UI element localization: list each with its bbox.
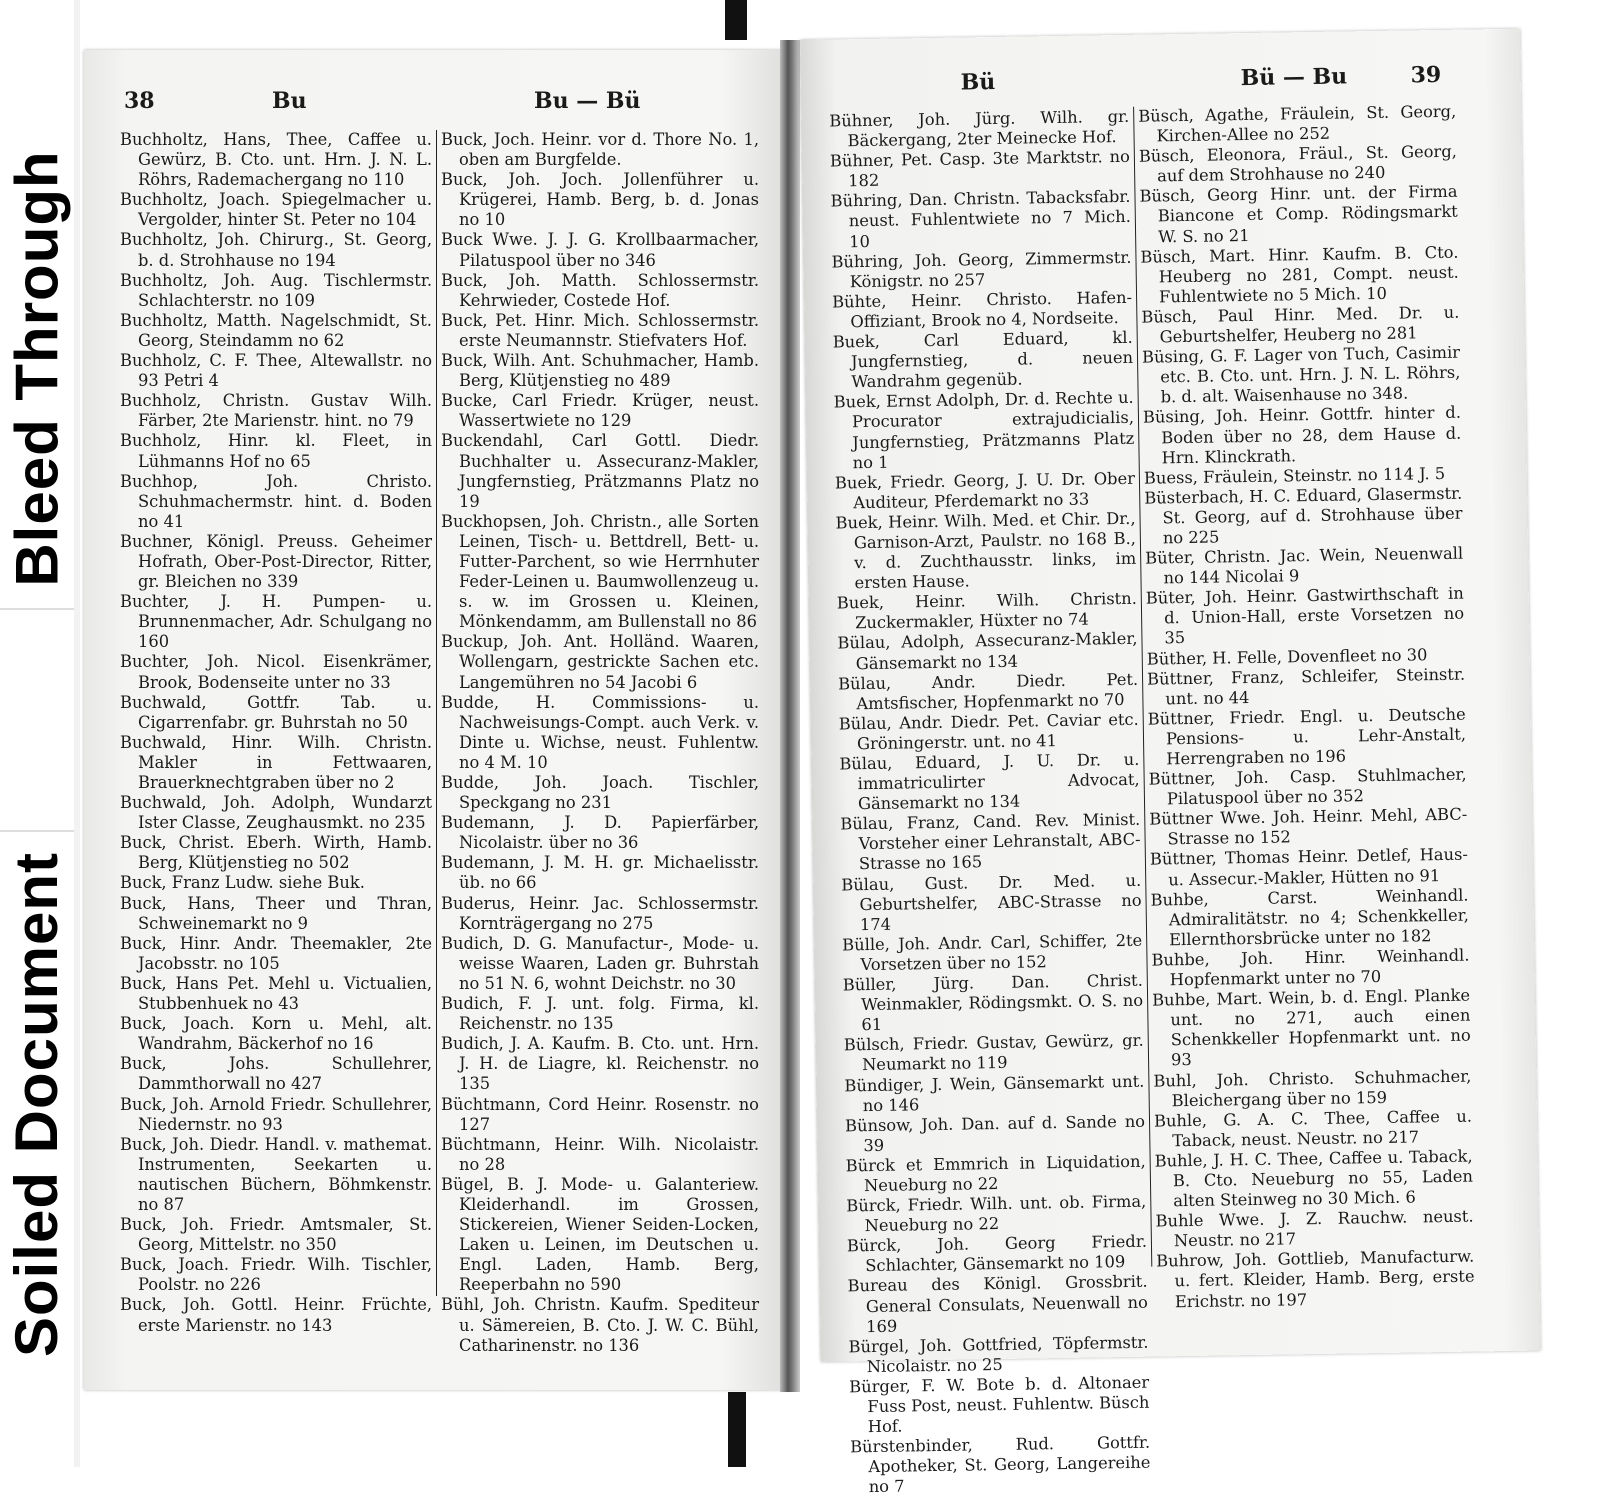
directory-entry: Büter, Christn. Jac. Wein, Neuenwall no 144 Nicolai 9 (1145, 543, 1464, 588)
directory-entry: Buckendahl, Carl Gottl. Diedr. Buchhalter u. Assecuranz-Makler, Jungfernstieg, Prätzmanns Platz no 19 (441, 431, 759, 511)
directory-entry: Buck, Hans, Theer und Thran, Schweinemarkt no 9 (120, 893, 432, 933)
directory-entry: Buchholtz, Matth. Nagelschmidt, St. Georg, Steindamm no 62 (120, 310, 432, 350)
directory-entry: Büsing, G. F. Lager von Tuch, Casimir etc. B. Cto. unt. Hrn. J. N. L. Röhrs, b. d. alt. Waisenhause no 348. (1141, 342, 1461, 407)
directory-entry: Bülsch, Friedr. Gustav, Gewürz, gr. Neumarkt no 119 (843, 1031, 1144, 1075)
binding-spine-top (725, 0, 747, 40)
directory-entry: Bürck, Joh. Georg Friedr. Schlachter, Gänsemarkt no 109 (846, 1231, 1148, 1276)
directory-entry: Bürck, Friedr. Wilh. unt. ob. Firma, Neueburg no 22 (846, 1191, 1147, 1236)
directory-column (436, 130, 759, 1355)
directory-entry: Bülau, Adolph, Assecuranz-Makler, Gänsemarkt no 134 (837, 629, 1138, 673)
directory-entry: Bülle, Joh. Andr. Carl, Schiffer, 2te Vorsetzen über no 152 (842, 930, 1143, 975)
directory-entry: Buck, Joh. Arnold Friedr. Schullehrer, Niedernstr. no 93 (120, 1094, 432, 1134)
directory-entry: Buhle Wwe. J. Z. Rauchw. neust. Neustr. no 217 (1155, 1206, 1474, 1251)
directory-entry: Büttner, Friedr. Engl. u. Deutsche Pensions- u. Lehr-Anstalt, Herrengraben no 196 (1147, 704, 1467, 769)
directory-entry: Bülau, Franz, Cand. Rev. Minist. Vorsteher einer Lehranstalt, ABC-Strasse no 165 (840, 810, 1141, 874)
directory-entry: Buchter, J. H. Pumpen- u. Brunnenmacher, Adr. Schulgang no 160 (120, 592, 432, 652)
directory-entry: Büther, H. Felle, Dovenfleet no 30 (1146, 644, 1428, 669)
directory-entry: Bündiger, J. Wein, Gänsemarkt unt. no 146 (844, 1071, 1145, 1115)
directory-entry: Buchter, Joh. Nicol. Eisenkrämer, Brook, Bodenseite unter no 33 (120, 652, 432, 692)
directory-entry: Bügel, B. J. Mode- u. Galanteriew. Kleiderhandl. im Grossen, Stickereien, Wiener Seiden-Locken, Laken u. Leinen, im Deutschen u. Engl. Laden, Hamb. Berg, Reeperbahn no 590 (441, 1174, 759, 1295)
directory-entry: Buchholz, Hinr. kl. Fleet, in Lühmanns Hof no 65 (120, 431, 432, 471)
directory-entry: Buchwald, Hinr. Wilh. Christn. Makler in Fettwaaren, Brauerknechtgraben über no 2 (120, 732, 432, 792)
running-header-range: Bu — Bü (534, 88, 641, 114)
directory-entry: Buck, Joh. Joch. Jollenführer u. Krügerei, Hamb. Berg, b. d. Jonas no 10 (441, 170, 759, 230)
directory-entry: Buhrow, Joh. Gottlieb, Manufacturw. u. fert. Kleider, Hamb. Berg, erste Erichstr. no 197 (1156, 1246, 1475, 1311)
soiled-document-stamp: Soiled Document (0, 830, 74, 1377)
directory-entry: Buek, Heinr. Wilh. Med. et Chir. Dr., Garnison-Arzt, Paulstr. no 168 B., v. d. Zuchthausstr. links, im ersten Hause. (835, 508, 1137, 593)
directory-entry: Buchholtz, Joh. Aug. Tischlermstr. Schlachterstr. no 109 (120, 270, 432, 310)
directory-entry: Budich, D. G. Manufactur-, Mode- u. weisse Waaren, Laden gr. Buhrstah no 51 N. 6, wohnt Deichstr. no 30 (441, 933, 759, 993)
directory-entry: Budemann, J. D. Papierfärber, Nicolaistr. über no 36 (441, 813, 759, 853)
directory-entry: Budemann, J. M. H. gr. Michaelisstr. üb. no 66 (441, 853, 759, 893)
directory-entry: Buck, Joh. Gottl. Heinr. Früchte, erste Marienstr. no 143 (120, 1295, 432, 1335)
directory-entry: Bühner, Joh. Jürg. Wilh. gr. Bäckergang, 2ter Meinecke Hof. (829, 106, 1130, 151)
directory-entry: Buck, Joach. Korn u. Mehl, alt. Wandrahm, Bäckerhof no 16 (120, 1014, 432, 1054)
directory-entry: Bühring, Joh. Georg, Zimmermstr. Königstr. no 257 (831, 247, 1132, 291)
directory-entry: Büter, Joh. Heinr. Gastwirthschaft in d. Union-Hall, erste Vorsetzen no 35 (1145, 583, 1465, 648)
running-header: Bü (960, 68, 996, 96)
directory-entry: Buchholtz, Hans, Thee, Caffee u. Gewürz, B. Cto. unt. Hrn. J. N. L. Röhrs, Rademachergang no 110 (120, 130, 432, 190)
directory-entry: Büttner, Joh. Casp. Stuhlmacher, Pilatuspool über no 352 (1148, 764, 1467, 809)
directory-entry: Büchtmann, Cord Heinr. Rosenstr. no 127 (441, 1094, 759, 1134)
directory-entry: Buchholtz, Joach. Spiegelmacher u. Vergolder, hinter St. Peter no 104 (120, 190, 432, 230)
directory-entry: Büttner Wwe. Joh. Heinr. Mehl, ABC-Strasse no 152 (1149, 804, 1468, 849)
directory-entry: Buchholz, C. F. Thee, Altewallstr. no 93 Petri 4 (120, 351, 432, 391)
bleed-through-stamp: Bleed Through (0, 128, 74, 610)
directory-entry: Buck, Franz Ludw. siehe Buk. (120, 873, 365, 893)
directory-entry: Buchwald, Joh. Adolph, Wundarzt Ister Classe, Zeughausmkt. no 235 (120, 793, 432, 833)
directory-entry: Buek, Carl Eduard, kl. Jungfernstieg, d. neuen Wandrahm gegenüb. (832, 327, 1134, 392)
directory-entry: Bucke, Carl Friedr. Krüger, neust. Wassertwiete no 129 (441, 391, 759, 431)
directory-entry: Buhbe, Mart. Wein, b. d. Engl. Planke unt. no 271, auch einen Schenkkeller Hopfenmarkt unt. no 93 (1151, 985, 1471, 1070)
directory-entry: Buck, Johs. Schullehrer, Dammthorwall no 427 (120, 1054, 432, 1094)
directory-entry: Bülau, Gust. Dr. Med. u. Geburtshelfer, ABC-Strasse no 174 (841, 870, 1142, 934)
directory-entry: Buck, Pet. Hinr. Mich. Schlossermstr. erste Neumannstr. Stiefvaters Hof. (441, 310, 759, 350)
directory-entry: Buchner, Königl. Preuss. Geheimer Hofrath, Ober-Post-Director, Ritter, gr. Bleichen no 339 (120, 531, 432, 592)
scan-edge (74, 0, 80, 1467)
directory-entry: Buhle, J. H. C. Thee, Caffee u. Taback, B. Cto. Neueburg no 55, Laden alten Steinweg no 30 Mich. 6 (1154, 1146, 1474, 1211)
directory-entry: Buchwald, Gottfr. Tab. u. Cigarrenfabr. gr. Buhrstah no 50 (120, 692, 432, 732)
directory-entry: Büttner, Franz, Schleifer, Steinstr. unt. no 44 (1146, 664, 1466, 709)
directory-entry: Büsch, Eleonora, Fräul., St. Georg, auf dem Strohhause no 240 (1138, 141, 1457, 186)
directory-entry: Bühte, Heinr. Christo. Hafen-Offiziant, Brook no 4, Nordseite. (831, 287, 1133, 332)
directory-entry: Bürgel, Joh. Gottfried, Töpfermstr. Nicolaistr. no 25 (848, 1332, 1149, 1376)
directory-entry: Bühner, Pet. Casp. 3te Marktstr. no 182 (829, 147, 1131, 191)
directory-column (120, 130, 432, 1336)
directory-entry: Buchholz, Christn. Gustav Wilh. Färber, 2te Marienstr. hint. no 79 (120, 391, 432, 431)
directory-entry: Buchhop, Joh. Christo. Schuhmachermstr. hint. d. Boden no 41 (120, 471, 432, 531)
right-page (800, 29, 1541, 1497)
running-header: Bu (272, 88, 307, 114)
directory-entry: Buck Wwe. J. J. G. Krollbaarmacher, Pilatuspool über no 346 (441, 230, 759, 270)
directory-entry: Buck, Wilh. Ant. Schuhmacher, Hamb. Berg, Klütjenstieg no 489 (441, 351, 759, 391)
directory-entry: Buderus, Heinr. Jac. Schlossermstr. Kornträgergang no 275 (441, 893, 759, 933)
directory-entry: Büsch, Paul Hinr. Med. Dr. u. Geburtshelfer, Heuberg no 281 (1141, 302, 1460, 347)
directory-column (829, 107, 1151, 1498)
directory-entry: Buek, Friedr. Georg, J. U. Dr. Ober Auditeur, Pferdemarkt no 33 (834, 468, 1136, 513)
directory-entry: Bülau, Andr. Diedr. Pet. Amtsfischer, Hopfenmarkt no 70 (837, 669, 1139, 713)
directory-entry: Buck, Joh. Friedr. Amtsmaler, St. Georg, Mittelstr. no 350 (120, 1215, 432, 1255)
page-number: 39 (1410, 61, 1442, 89)
binding-spine-bottom (728, 1392, 746, 1467)
directory-entry: Büsch, Mart. Hinr. Kaufm. B. Cto. Heuberg no 281, Compt. neust. Fuhlentwiete no 5 Mich. 10 (1140, 242, 1459, 307)
directory-entry: Buck, Christ. Eberh. Wirth, Hamb. Berg, Klütjenstieg no 502 (120, 833, 432, 873)
directory-entry: Budich, F. J. unt. folg. Firma, kl. Reichenstr. no 135 (441, 994, 759, 1034)
page-number: 38 (124, 88, 155, 114)
directory-entry: Bühring, Dan. Christn. Tabacksfabr. neust. Fuhlentwiete no 7 Mich. 10 (830, 187, 1131, 251)
directory-entry: Bürger, F. W. Bote b. d. Altonaer Fuss Post, neust. Fuhlentw. Büsch Hof. (849, 1372, 1150, 1437)
directory-entry: Buhbe, Carst. Weinhandl. Admiralitätstr. no 4; Schenkkeller, Ellernthorsbrücke unter no 182 (1150, 885, 1469, 950)
directory-entry: Buck, Joh. Diedr. Handl. v. mathemat. Instrumenten, Seekarten u. nautischen Büchern, Böhmkenstr. no 87 (120, 1134, 432, 1214)
directory-entry: Buck, Joach. Friedr. Wilh. Tischler, Poolstr. no 226 (120, 1255, 432, 1295)
directory-entry: Bureau des Königl. Grossbrit. General Consulats, Neuenwall no 169 (847, 1272, 1149, 1336)
directory-entry: Bünsow, Joh. Dan. auf d. Sande no 39 (844, 1111, 1146, 1155)
directory-entry: Büsch, Georg Hinr. unt. der Firma Biancone et Comp. Rödingsmarkt W. S. no 21 (1139, 182, 1458, 246)
running-header-range: Bü — Bu (1240, 63, 1348, 92)
directory-entry: Buck, Hinr. Andr. Theemakler, 2te Jacobsstr. no 105 (120, 933, 432, 973)
directory-entry: Buhl, Joh. Christo. Schuhmacher, Bleichergang über no 159 (1153, 1066, 1472, 1110)
directory-entry: Buckhopsen, Joh. Christn., alle Sorten Leinen, Tisch- u. Bettdrell, Bett- u. Futter-Parchent, so wie Herrnhuter Feder-Leinen u. Baumwollenzeug u. s. w. im Grossen u. Kleinen, Mönkendamm, am Bullenstall no 86 (441, 511, 759, 632)
directory-entry: Büsch, Agathe, Fräulein, St. Georg, Kirchen-Allee no 252 (1138, 101, 1457, 146)
directory-entry: Bürck et Emmrich in Liquidation, Neueburg no 22 (845, 1151, 1146, 1196)
directory-entry: Bülau, Andr. Diedr. Pet. Caviar etc. Gröningerstr. unt. no 41 (838, 709, 1139, 754)
directory-entry: Buck, Joh. Matth. Schlossermstr. Kehrwieder, Costede Hof. (441, 270, 759, 310)
directory-entry: Buhbe, Joh. Hinr. Weinhandl. Hopfenmarkt unter no 70 (1151, 945, 1470, 990)
directory-entry: Budde, H. Commissions- u. Nachweisungs-Compt. auch Verk. v. Dinte u. Wichse, neust. Fuhlentw. no 4 M. 10 (441, 692, 759, 772)
directory-entry: Büchtmann, Heinr. Wilh. Nicolaistr. no 28 (441, 1134, 759, 1174)
directory-entry: Bülau, Eduard, J. U. Dr. u. immatriculirter Advocat, Gänsemarkt no 134 (839, 749, 1140, 814)
directory-entry: Bürstenbinder, Rud. Gottfr. Apotheker, St. Georg, Langereihe no 7 (849, 1432, 1151, 1497)
directory-entry: Büttner, Thomas Heinr. Detlef, Haus- u. Assecur.-Makler, Hütten no 91 (1149, 845, 1469, 889)
directory-column (1133, 101, 1475, 1311)
directory-entry: Budde, Joh. Joach. Tischler, Speckgang no 231 (441, 773, 759, 813)
directory-entry: Bühl, Joh. Christn. Kaufm. Spediteur u. Sämereien, B. Cto. J. W. C. Bühl, Catharinenstr. no 136 (441, 1295, 759, 1355)
directory-entry: Buek, Heinr. Wilh. Christn. Zuckermakler, Hüxter no 74 (836, 589, 1137, 633)
directory-entry: Buck, Hans Pet. Mehl u. Victualien, Stubbenhuek no 43 (120, 973, 432, 1014)
directory-entry: Buhle, G. A. C. Thee, Caffee u. Taback, neust. Neustr. no 217 (1153, 1106, 1473, 1151)
directory-entry: Budich, J. A. Kaufm. B. Cto. unt. Hrn. J. H. de Liagre, kl. Reichenstr. no 135 (441, 1034, 759, 1094)
directory-entry: Buek, Ernst Adolph, Dr. d. Rechte u. Procurator extrajudicialis, Jungfernstieg, Prätzmanns Platz no 1 (833, 388, 1135, 472)
book-gutter (780, 40, 800, 1392)
directory-entry: Büsterbach, H. C. Eduard, Glasermstr. St. Georg, auf d. Strohhause über no 225 (1144, 483, 1463, 548)
directory-entry: Buess, Fräulein, Steinstr. no 114 J. 5 (1143, 463, 1446, 488)
directory-entry: Büsing, Joh. Heinr. Gottfr. hinter d. Boden über no 28, dem Hause d. Hrn. Klinckrath. (1142, 403, 1462, 467)
directory-entry: Buckup, Joh. Ant. Holländ. Waaren, Wollengarn, gestrickte Sachen etc. Langemühren no 54 Jacobi 6 (441, 632, 759, 692)
directory-entry: Buchholtz, Joh. Chirurg., St. Georg, b. d. Strohhause no 194 (120, 230, 432, 270)
left-page (84, 50, 792, 1390)
directory-entry: Büller, Jürg. Dan. Christ. Weinmakler, Rödingsmkt. O. S. no 61 (842, 970, 1144, 1035)
directory-entry: Buck, Joch. Heinr. vor d. Thore No. 1, oben am Burgfelde. (441, 130, 759, 170)
